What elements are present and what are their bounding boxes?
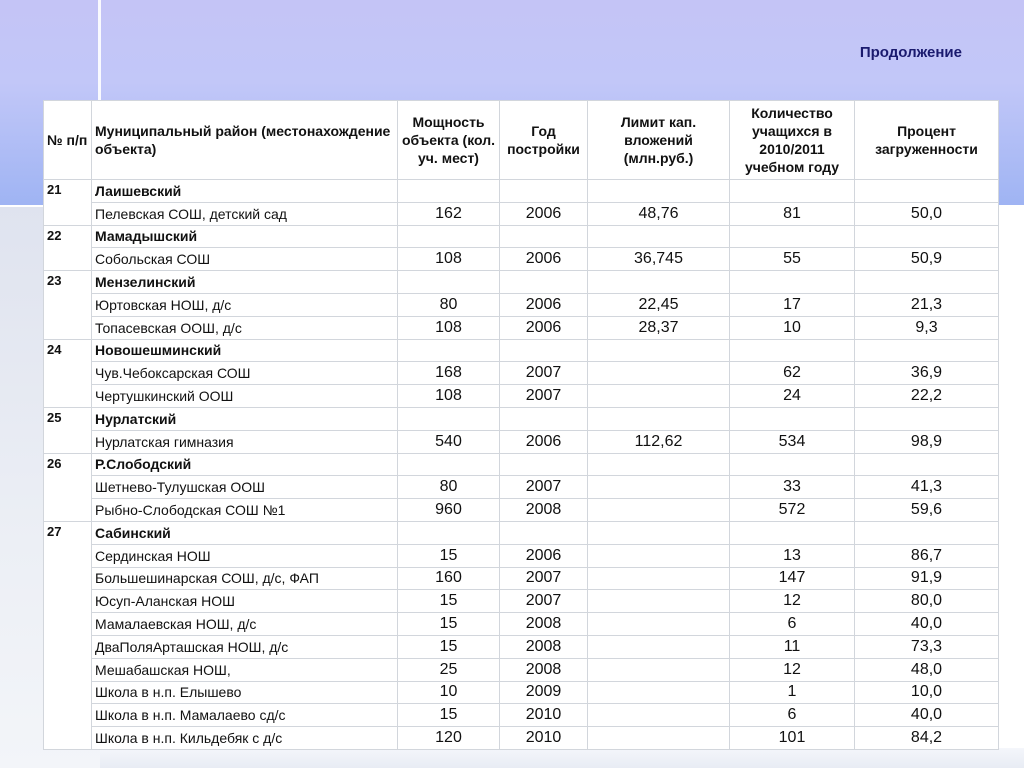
table-row: [44, 476, 999, 499]
load-percent-cell: 59,6: [855, 499, 999, 522]
empty-cell: [588, 339, 730, 362]
school-name: Школа в н.п. Мамалаево сд/с: [92, 704, 398, 727]
row-number: 23: [44, 271, 92, 339]
load-percent-cell: 91,9: [855, 567, 999, 590]
empty-cell: [588, 453, 730, 476]
table-row: [44, 544, 999, 567]
students-cell: 13: [730, 544, 855, 567]
empty-cell: [500, 407, 588, 430]
district-name: Нурлатский: [92, 407, 398, 430]
students-cell: 10: [730, 316, 855, 339]
year-cell: 2007: [500, 567, 588, 590]
students-cell: 534: [730, 430, 855, 453]
empty-cell: [398, 339, 500, 362]
capacity-cell: 80: [398, 476, 500, 499]
year-cell: 2010: [500, 704, 588, 727]
capacity-cell: 120: [398, 727, 500, 750]
year-cell: 2006: [500, 544, 588, 567]
load-percent-cell: 21,3: [855, 293, 999, 316]
investment-limit-cell: [588, 635, 730, 658]
table-body: [44, 180, 999, 750]
table-row: [44, 293, 999, 316]
table-row: [44, 567, 999, 590]
empty-cell: [398, 521, 500, 544]
table-row: [44, 316, 999, 339]
investment-limit-cell: [588, 590, 730, 613]
table-row: [44, 658, 999, 681]
students-cell: 11: [730, 635, 855, 658]
district-row: [44, 407, 999, 430]
load-percent-cell: 22,2: [855, 385, 999, 408]
school-name: Чув.Чебоксарская СОШ: [92, 362, 398, 385]
column-header-number: № п/п: [44, 101, 92, 180]
capacity-cell: 15: [398, 635, 500, 658]
district-row: [44, 225, 999, 248]
capacity-cell: 960: [398, 499, 500, 522]
investment-limit-cell: 48,76: [588, 202, 730, 225]
capacity-cell: 540: [398, 430, 500, 453]
load-percent-cell: 41,3: [855, 476, 999, 499]
decorative-vertical-line: [98, 0, 101, 100]
school-name: Чертушкинский ООШ: [92, 385, 398, 408]
investment-limit-cell: [588, 385, 730, 408]
table-row: [44, 681, 999, 704]
students-cell: 24: [730, 385, 855, 408]
investment-limit-cell: 28,37: [588, 316, 730, 339]
table-header-row: [44, 101, 999, 180]
capacity-cell: 160: [398, 567, 500, 590]
school-name: Собольская СОШ: [92, 248, 398, 271]
table-row: [44, 590, 999, 613]
students-cell: 12: [730, 590, 855, 613]
load-percent-cell: 40,0: [855, 613, 999, 636]
empty-cell: [588, 180, 730, 203]
column-header-capacity: Мощность объекта (кол. уч. мест): [398, 101, 500, 180]
capacity-cell: 10: [398, 681, 500, 704]
school-name: ДваПоляАрташская НОШ, д/с: [92, 635, 398, 658]
capacity-cell: 15: [398, 613, 500, 636]
table-row: [44, 727, 999, 750]
investment-limit-cell: 36,745: [588, 248, 730, 271]
school-name: Школа в н.п. Кильдебяк с д/с: [92, 727, 398, 750]
load-percent-cell: 86,7: [855, 544, 999, 567]
year-cell: 2007: [500, 385, 588, 408]
load-percent-cell: 40,0: [855, 704, 999, 727]
table-row: [44, 613, 999, 636]
empty-cell: [500, 521, 588, 544]
table-row: [44, 385, 999, 408]
capacity-cell: 25: [398, 658, 500, 681]
continuation-label: Продолжение: [859, 44, 962, 61]
table-row: [44, 430, 999, 453]
empty-cell: [588, 521, 730, 544]
year-cell: 2007: [500, 362, 588, 385]
school-name: Мешабашская НОШ,: [92, 658, 398, 681]
district-name: Р.Слободский: [92, 453, 398, 476]
school-name: Шетнево-Тулушская ООШ: [92, 476, 398, 499]
school-name: Юртовская НОШ, д/с: [92, 293, 398, 316]
empty-cell: [588, 407, 730, 430]
district-row: [44, 453, 999, 476]
district-row: [44, 271, 999, 294]
investment-limit-cell: [588, 727, 730, 750]
column-header-district: Муниципальный район (местонахождение объекта): [92, 101, 398, 180]
empty-cell: [730, 453, 855, 476]
empty-cell: [730, 521, 855, 544]
row-number: 22: [44, 225, 92, 271]
empty-cell: [500, 180, 588, 203]
table-row: [44, 248, 999, 271]
district-name: Мамадышский: [92, 225, 398, 248]
row-number: 21: [44, 180, 92, 226]
empty-cell: [855, 521, 999, 544]
students-cell: 17: [730, 293, 855, 316]
capacity-cell: 80: [398, 293, 500, 316]
table-row: [44, 362, 999, 385]
investment-limit-cell: [588, 658, 730, 681]
year-cell: 2009: [500, 681, 588, 704]
load-percent-cell: 10,0: [855, 681, 999, 704]
slide-background-bottom: [100, 748, 1024, 768]
students-cell: 12: [730, 658, 855, 681]
column-header-investment-limit: Лимит кап. вложений (млн.руб.): [588, 101, 730, 180]
capacity-cell: 168: [398, 362, 500, 385]
year-cell: 2006: [500, 316, 588, 339]
year-cell: 2006: [500, 248, 588, 271]
investment-limit-cell: [588, 613, 730, 636]
empty-cell: [730, 180, 855, 203]
school-name: Юсуп-Аланская НОШ: [92, 590, 398, 613]
investment-limit-cell: [588, 476, 730, 499]
load-percent-cell: 80,0: [855, 590, 999, 613]
column-header-students: Количество учащихся в 2010/2011 учебном году: [730, 101, 855, 180]
investment-limit-cell: [588, 362, 730, 385]
capacity-cell: 108: [398, 385, 500, 408]
row-number: 24: [44, 339, 92, 407]
investment-limit-cell: 22,45: [588, 293, 730, 316]
empty-cell: [398, 271, 500, 294]
load-percent-cell: 36,9: [855, 362, 999, 385]
students-cell: 147: [730, 567, 855, 590]
capacity-cell: 15: [398, 544, 500, 567]
table-row: [44, 704, 999, 727]
year-cell: 2007: [500, 590, 588, 613]
district-name: Лаишевский: [92, 180, 398, 203]
row-number: 27: [44, 521, 92, 749]
school-name: Пелевская СОШ, детский сад: [92, 202, 398, 225]
students-cell: 55: [730, 248, 855, 271]
empty-cell: [500, 453, 588, 476]
empty-cell: [730, 339, 855, 362]
empty-cell: [500, 271, 588, 294]
students-cell: 33: [730, 476, 855, 499]
schools-table: [43, 100, 999, 750]
empty-cell: [855, 271, 999, 294]
school-name: Школа в н.п. Елышево: [92, 681, 398, 704]
investment-limit-cell: [588, 681, 730, 704]
empty-cell: [855, 407, 999, 430]
investment-limit-cell: [588, 544, 730, 567]
investment-limit-cell: 112,62: [588, 430, 730, 453]
empty-cell: [500, 225, 588, 248]
table-row: [44, 499, 999, 522]
district-row: [44, 521, 999, 544]
investment-limit-cell: [588, 567, 730, 590]
empty-cell: [588, 225, 730, 248]
load-percent-cell: 9,3: [855, 316, 999, 339]
empty-cell: [730, 407, 855, 430]
empty-cell: [730, 271, 855, 294]
capacity-cell: 15: [398, 704, 500, 727]
students-cell: 62: [730, 362, 855, 385]
year-cell: 2006: [500, 293, 588, 316]
empty-cell: [855, 453, 999, 476]
load-percent-cell: 48,0: [855, 658, 999, 681]
school-name: Рыбно-Слободская СОШ №1: [92, 499, 398, 522]
students-cell: 572: [730, 499, 855, 522]
students-cell: 1: [730, 681, 855, 704]
district-row: [44, 180, 999, 203]
table-row: [44, 635, 999, 658]
students-cell: 101: [730, 727, 855, 750]
row-number: 25: [44, 407, 92, 453]
capacity-cell: 108: [398, 316, 500, 339]
students-cell: 6: [730, 613, 855, 636]
students-cell: 81: [730, 202, 855, 225]
investment-limit-cell: [588, 499, 730, 522]
row-number: 26: [44, 453, 92, 521]
empty-cell: [398, 180, 500, 203]
empty-cell: [855, 225, 999, 248]
year-cell: 2008: [500, 499, 588, 522]
year-cell: 2006: [500, 430, 588, 453]
load-percent-cell: 84,2: [855, 727, 999, 750]
empty-cell: [398, 453, 500, 476]
year-cell: 2008: [500, 635, 588, 658]
district-row: [44, 339, 999, 362]
capacity-cell: 108: [398, 248, 500, 271]
students-cell: 6: [730, 704, 855, 727]
empty-cell: [398, 225, 500, 248]
year-cell: 2007: [500, 476, 588, 499]
year-cell: 2008: [500, 613, 588, 636]
column-header-year: Год постройки: [500, 101, 588, 180]
load-percent-cell: 73,3: [855, 635, 999, 658]
district-name: Сабинский: [92, 521, 398, 544]
empty-cell: [855, 180, 999, 203]
year-cell: 2010: [500, 727, 588, 750]
school-name: Сердинская НОШ: [92, 544, 398, 567]
column-header-load-percent: Процент загруженности: [855, 101, 999, 180]
load-percent-cell: 50,9: [855, 248, 999, 271]
empty-cell: [398, 407, 500, 430]
capacity-cell: 15: [398, 590, 500, 613]
year-cell: 2008: [500, 658, 588, 681]
school-name: Топасевская ООШ, д/с: [92, 316, 398, 339]
empty-cell: [855, 339, 999, 362]
district-name: Новошешминский: [92, 339, 398, 362]
load-percent-cell: 98,9: [855, 430, 999, 453]
investment-limit-cell: [588, 704, 730, 727]
empty-cell: [730, 225, 855, 248]
school-name: Мамалаевская НОШ, д/с: [92, 613, 398, 636]
empty-cell: [588, 271, 730, 294]
empty-cell: [500, 339, 588, 362]
load-percent-cell: 50,0: [855, 202, 999, 225]
capacity-cell: 162: [398, 202, 500, 225]
school-name: Нурлатская гимназия: [92, 430, 398, 453]
table-row: [44, 202, 999, 225]
year-cell: 2006: [500, 202, 588, 225]
district-name: Мензелинский: [92, 271, 398, 294]
school-name: Большешинарская СОШ, д/с, ФАП: [92, 567, 398, 590]
